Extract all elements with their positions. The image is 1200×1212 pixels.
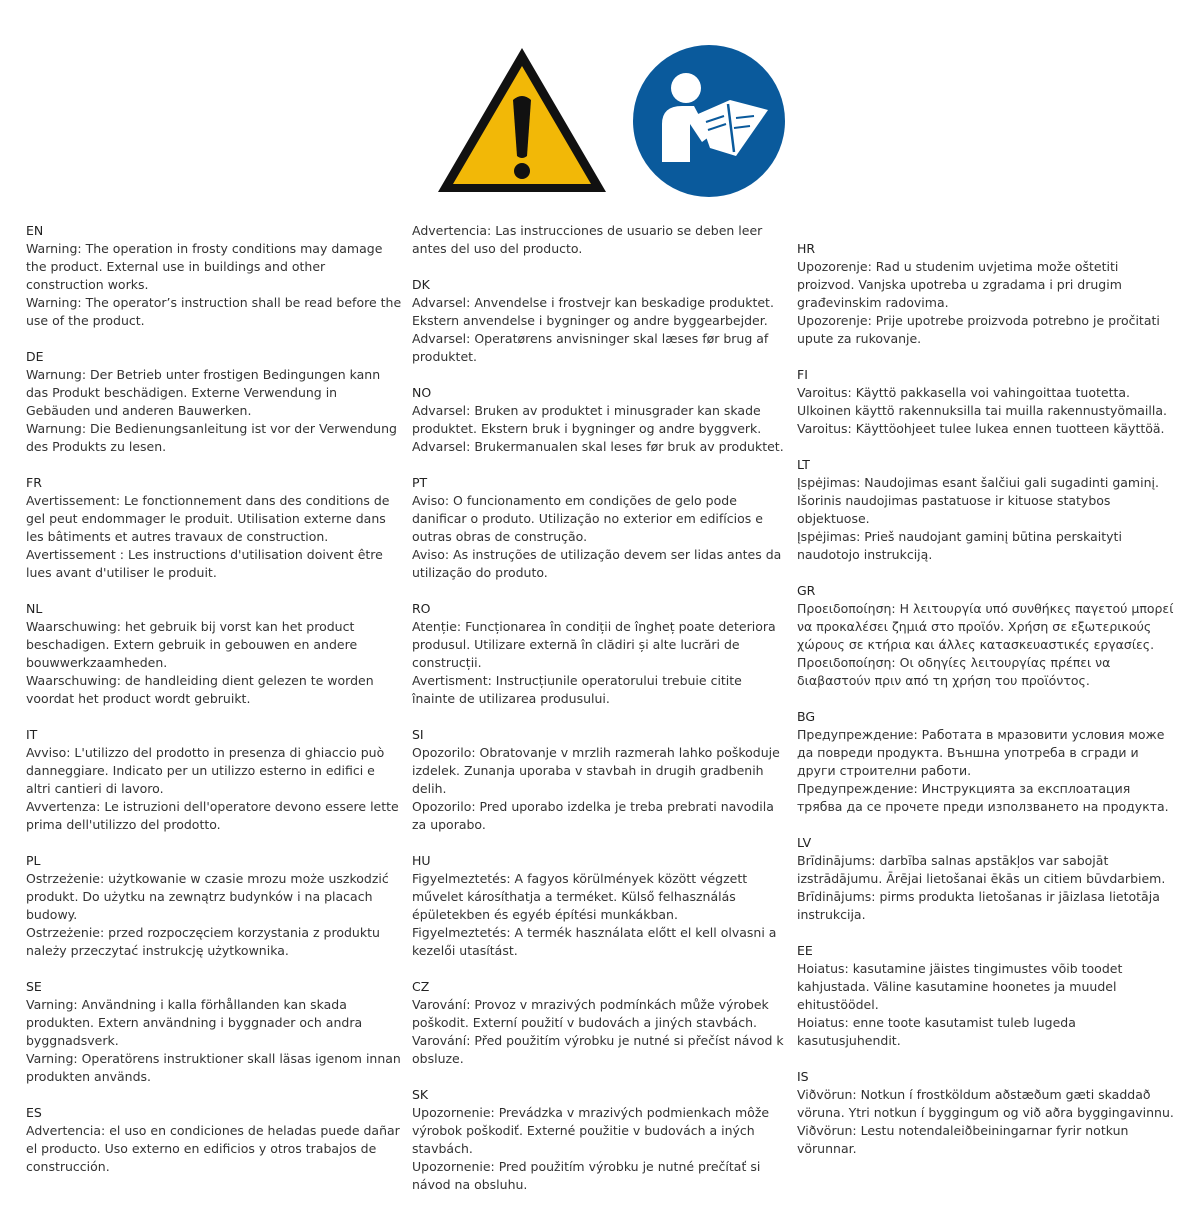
warning-text: Aviso: O funcionamento em condições de gelo pode danificar o produto. Utilização no exterior em edifícios e outras obras de construção. [412,493,763,544]
language-block-lt [797,456,1177,564]
language-code: BG [797,709,816,724]
language-code: PT [412,475,428,490]
warning-text: Advertencia: Las instrucciones de usuario se deben leer antes del uso del producto. [412,223,763,256]
warning-text: Предупреждение: Инструкцията за експлоатация трябва да се прочете преди използването на продукта. [797,781,1169,814]
language-block-continued [412,222,788,258]
warning-text: Viðvörun: Lestu notendaleiðbeiningarnar fyrir notkun vörunnar. [797,1123,1129,1156]
language-block-fr [26,474,402,582]
language-code: IT [26,727,38,742]
language-code: HR [797,241,816,256]
warning-text: Ostrzeżenie: użytkowanie w czasie mrozu może uszkodzić produkt. Do użytku na zewnątrz budynków i na placach budowy. [26,871,389,922]
warning-text: Advarsel: Operatørens anvisninger skal læses før brug af produktet. [412,331,769,364]
language-block-si [412,726,788,834]
warning-text: Viðvörun: Notkun í frostköldum aðstæðum gæti skaddað vöruna. Ytri notkun í byggingum og við aðra byggingavinnu. [797,1087,1174,1120]
language-code: RO [412,601,431,616]
language-block-hr [797,240,1177,348]
language-block-ro [412,600,788,708]
warning-text: Ostrzeżenie: przed rozpoczęciem korzystania z produktu należy przeczytać instrukcję użytkownika. [26,925,380,958]
warning-text: Προειδοποίηση: Η λειτουργία υπό συνθήκες παγετού μπορεί να προκαλέσει ζημιά στο προϊόν. Χρήση σε εξωτερικούς χώρους σε κτήρια και άλλες κατασκευαστικές εργασίες. [797,601,1174,652]
warning-text: Opozorilo: Pred uporabo izdelka je treba prebrati navodila za uporabo. [412,799,774,832]
warning-text: Avertisment: Instrucțiunile operatorului trebuie citite înainte de utilizarea produsului. [412,673,742,706]
safety-icons [0,44,1200,204]
warning-text: Varování: Provoz v mrazivých podmínkách může výrobek poškodit. Externí použití v budovách a jiných stavbách. [412,997,769,1030]
warning-text: Varování: Před použitím výrobku je nutné si přečíst návod k obsluze. [412,1033,784,1066]
warning-text: Avviso: L'utilizzo del prodotto in presenza di ghiaccio può danneggiare. Indicato per un utilizzo esterno in edifici e altri cantieri di lavoro. [26,745,385,796]
language-code: DK [412,277,430,292]
warning-triangle-icon [434,44,610,196]
warning-text: Warnung: Die Bedienungsanleitung ist vor der Verwendung des Produkts zu lesen. [26,421,397,454]
column-middle [412,222,788,1212]
warning-text: Brīdinājums: pirms produkta lietošanas ir jāizlasa lietotāja instrukcija. [797,889,1160,922]
language-block-sk [412,1086,788,1194]
warning-text: Waarschuwing: de handleiding dient gelezen te worden voordat het product wordt gebruikt. [26,673,374,706]
warning-text: Įspėjimas: Naudojimas esant šalčiui gali sugadinti gaminį. Išorinis naudojimas pastatuose ir kituose statybos objektuose. [797,475,1159,526]
language-code: LT [797,457,810,472]
language-block-de [26,348,402,456]
language-block-no [412,384,788,456]
language-block-dk [412,276,788,366]
warning-text: Varning: Operatörens instruktioner skall läsas igenom innan produkten används. [26,1051,401,1084]
warning-text: Hoiatus: enne toote kasutamist tuleb lugeda kasutusjuhendit. [797,1015,1076,1048]
warning-text: Upozornenie: Prevádzka v mrazivých podmienkach môže výrobok poškodiť. Externé použitie v budovách a iných stavbách. [412,1105,770,1156]
warning-text: Įspėjimas: Prieš naudojant gaminį būtina perskaityti naudotojo instrukciją. [797,529,1122,562]
read-manual-icon [632,44,786,198]
language-block-it [26,726,402,834]
language-block-es [26,1104,402,1176]
language-code: PL [26,853,41,868]
warning-text: Varning: Användning i kalla förhållanden kan skada produkten. Extern användning i byggnader och andra byggnadsverk. [26,997,363,1048]
warning-text: Avertissement : Les instructions d'utilisation doivent être lues avant d'utiliser le produit. [26,547,383,580]
language-code: LV [797,835,812,850]
warning-text: Brīdinājums: darbība salnas apstākļos var sabojāt izstrādājumu. Ārējai lietošanai ēkās un citiem būvdarbiem. [797,853,1166,886]
language-code: HU [412,853,431,868]
warning-text: Предупреждение: Работата в мразовити условия може да повреди продукта. Външна употреба в сгради и други строителни работи. [797,727,1165,778]
warning-text: Waarschuwing: het gebruik bij vorst kan het product beschadigen. Extern gebruik in gebouwen en andere bouwwerkzaamheden. [26,619,358,670]
language-code: SK [412,1087,429,1102]
language-block-nl [26,600,402,708]
warning-text: Avvertenza: Le istruzioni dell'operatore devono essere lette prima dell'utilizzo del prodotto. [26,799,399,832]
language-block-fi [797,366,1177,438]
warning-text: Opozorilo: Obratovanje v mrzlih razmerah lahko poškoduje izdelek. Zunanja uporaba v stavbah in drugih gradbenih delih. [412,745,780,796]
column-right [797,240,1177,1176]
warning-text: Figyelmeztetés: A fagyos körülmények között végzett művelet károsíthatja a terméket. Külső felhasználás épületekben és egyéb építési munkákban. [412,871,748,922]
language-code: EN [26,223,44,238]
warning-text: Advarsel: Bruken av produktet i minusgrader kan skade produktet. Ekstern bruk i bygninger og andre byggverk. [412,403,762,436]
warning-text: Upozorenje: Rad u studenim uvjetima može oštetiti proizvod. Vanjska upotreba u zgradama i pri drugim građevinskim radovima. [797,259,1122,310]
warning-text: Varoitus: Käyttö pakkasella voi vahingoittaa tuotetta. Ulkoinen käyttö rakennuksilla tai muilla rakennustyömailla. [797,385,1167,418]
warning-text: Upozornenie: Pred použitím výrobku je nutné prečítať si návod na obsluhu. [412,1159,761,1192]
column-left [26,222,402,1194]
language-block-se [26,978,402,1086]
warning-text: Warning: The operation in frosty conditions may damage the product. External use in buildings and other construction works. [26,241,383,292]
language-code: SI [412,727,424,742]
warning-text: Advarsel: Brukermanualen skal leses før bruk av produktet. [412,439,784,454]
language-block-pl [26,852,402,960]
language-code: ES [26,1105,42,1120]
language-code: FR [26,475,42,490]
language-block-lv [797,834,1177,924]
language-block-hu [412,852,788,960]
language-code: SE [26,979,42,994]
language-block-en [26,222,402,330]
warning-text: Figyelmeztetés: A termék használata előtt el kell olvasni a kezelői utasítást. [412,925,777,958]
warning-text: Προειδοποίηση: Οι οδηγίες λειτουργίας πρέπει να διαβαστούν πριν από τη χρήση του προϊόντος. [797,655,1111,688]
language-code: FI [797,367,808,382]
warning-text: Avertissement: Le fonctionnement dans des conditions de gel peut endommager le produit. Utilisation externe dans les bâtiments et autres travaux de construction. [26,493,390,544]
language-block-cz [412,978,788,1068]
language-block-is [797,1068,1177,1158]
warning-text: Upozorenje: Prije upotrebe proizvoda potrebno je pročitati upute za rukovanje. [797,313,1160,346]
language-code: IS [797,1069,809,1084]
language-code: DE [26,349,44,364]
language-block-gr [797,582,1177,690]
language-block-ee [797,942,1177,1050]
language-block-bg [797,708,1177,816]
language-code: EE [797,943,813,958]
language-code: NL [26,601,43,616]
warning-text: Aviso: As instruções de utilização devem ser lidas antes da utilização do produto. [412,547,782,580]
language-code: CZ [412,979,430,994]
warning-text: Advarsel: Anvendelse i frostvejr kan beskadige produktet. Ekstern anvendelse i bygninger og andre byggearbejder. [412,295,774,328]
warning-text: Warning: The operator’s instruction shall be read before the use of the product. [26,295,402,328]
warning-text: Atenție: Funcționarea în condiții de îngheț poate deteriora produsul. Utilizare externă în clădiri și alte lucrări de construcții. [412,619,776,670]
warning-text: Hoiatus: kasutamine jäistes tingimustes võib toodet kahjustada. Väline kasutamine hoonetes ja muudel ehitustöödel. [797,961,1123,1012]
warning-text: Varoitus: Käyttöohjeet tulee lukea ennen tuotteen käyttöä. [797,421,1165,436]
language-code: NO [412,385,432,400]
warning-text: Advertencia: el uso en condiciones de heladas puede dañar el producto. Uso externo en edificios y otros trabajos de construcción. [26,1123,400,1174]
language-block-pt [412,474,788,582]
language-code: GR [797,583,816,598]
warning-text: Warnung: Der Betrieb unter frostigen Bedingungen kann das Produkt beschädigen. Externe Verwendung in Gebäuden und anderen Bauwerken. [26,367,381,418]
